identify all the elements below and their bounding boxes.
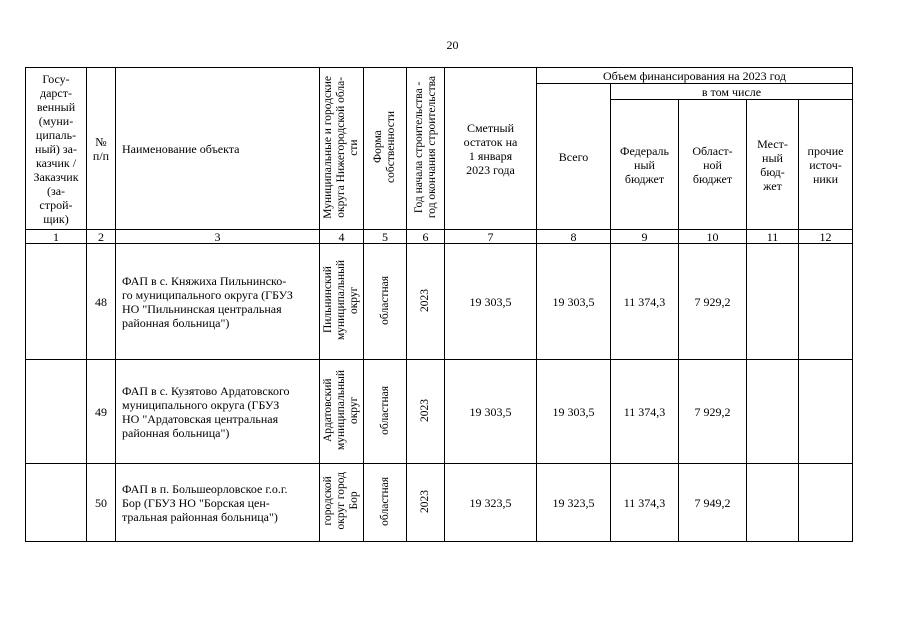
header-row-1 [26,68,853,84]
header-total: Всего [537,84,611,230]
ownership-text: областная [378,476,391,526]
cell-regional: 7 929,2 [679,360,747,464]
header-financing-group: Объем финансирования на 2023 год [537,68,853,84]
column-number: 7 [445,230,537,244]
cell-number: 48 [87,244,116,360]
cell-ownership [364,464,407,542]
cell-federal: 11 374,3 [611,360,679,464]
cell-federal: 11 374,3 [611,464,679,542]
years-text: 2023 [419,288,431,312]
cell-customer [26,360,87,464]
header-district-cell [320,68,364,230]
financing-table [25,67,853,542]
header-federal: Федераль ный бюджет [611,100,679,230]
cell-total: 19 303,5 [537,244,611,360]
column-number: 4 [320,230,364,244]
cell-years [407,360,445,464]
cell-district [320,244,364,360]
cell-remainder: 19 303,5 [445,360,537,464]
column-number: 3 [116,230,320,244]
cell-total: 19 303,5 [537,360,611,464]
column-number: 10 [679,230,747,244]
header-local: Мест- ный бюд- жет [747,100,799,230]
ownership-text: областная [378,385,391,435]
header-object-name: Наименование объекта [116,68,320,230]
column-number: 1 [26,230,87,244]
cell-number: 50 [87,464,116,542]
ownership-text: областная [378,275,391,325]
cell-other [799,464,853,542]
column-number: 11 [747,230,799,244]
column-number: 8 [537,230,611,244]
cell-other [799,360,853,464]
header-years: Год начала строительства - год окончания строительства [412,75,438,219]
cell-years [407,464,445,542]
district-text: городской округ город Бор [322,472,360,530]
cell-object-name: ФАП в п. Большеорловское г.о.г. Бор (ГБУЗ НО "Борская цен- тральная районная больница") [116,464,320,542]
column-number: 6 [407,230,445,244]
cell-total: 19 323,5 [537,464,611,542]
cell-customer [26,244,87,360]
cell-other [799,244,853,360]
cell-object-name: ФАП в с. Княжиха Пильнинско- го муниципального округа (ГБУЗ НО "Пильнинская центральная районная больница") [116,244,320,360]
header-including: в том числе [611,84,853,100]
cell-ownership [364,360,407,464]
district-text: Ардатовский муниципальный округ [322,369,360,451]
cell-remainder: 19 323,5 [445,464,537,542]
cell-customer [26,464,87,542]
cell-regional: 7 929,2 [679,244,747,360]
column-number: 12 [799,230,853,244]
cell-local [747,360,799,464]
years-text: 2023 [419,489,431,513]
cell-district [320,464,364,542]
header-ownership-cell [364,68,407,230]
header-ownership: Форма собственности [372,111,397,183]
header-years-cell [407,68,445,230]
cell-ownership [364,244,407,360]
cell-number: 49 [87,360,116,464]
header-number: № п/п [87,68,116,230]
column-number: 5 [364,230,407,244]
cell-regional: 7 949,2 [679,464,747,542]
column-number: 2 [87,230,116,244]
table-row [26,360,853,464]
cell-federal: 11 374,3 [611,244,679,360]
district-text: Пильнинский муниципальный округ [322,259,360,341]
cell-years [407,244,445,360]
cell-local [747,464,799,542]
table-row [26,464,853,542]
column-numbers-row [26,230,853,244]
header-customer: Госу- дарст- венный (муни- ципаль- ный) за- казчик / Заказчик (за- строй- щик) [26,68,87,230]
header-district: Муниципальные и городские округа Нижегородской обла- сти [322,75,360,219]
cell-object-name: ФАП в с. Кузятово Ардатовского муниципального округа (ГБУЗ НО "Ардатовская центральная районная больница") [116,360,320,464]
cell-district [320,360,364,464]
column-number: 9 [611,230,679,244]
years-text: 2023 [419,398,431,422]
table-row [26,244,853,360]
page-number: 20 [446,38,459,52]
header-remainder: Сметный остаток на 1 января 2023 года [445,68,537,230]
header-regional: Област- ной бюджет [679,100,747,230]
header-other: прочие источ- ники [799,100,853,230]
cell-local [747,244,799,360]
cell-remainder: 19 303,5 [445,244,537,360]
